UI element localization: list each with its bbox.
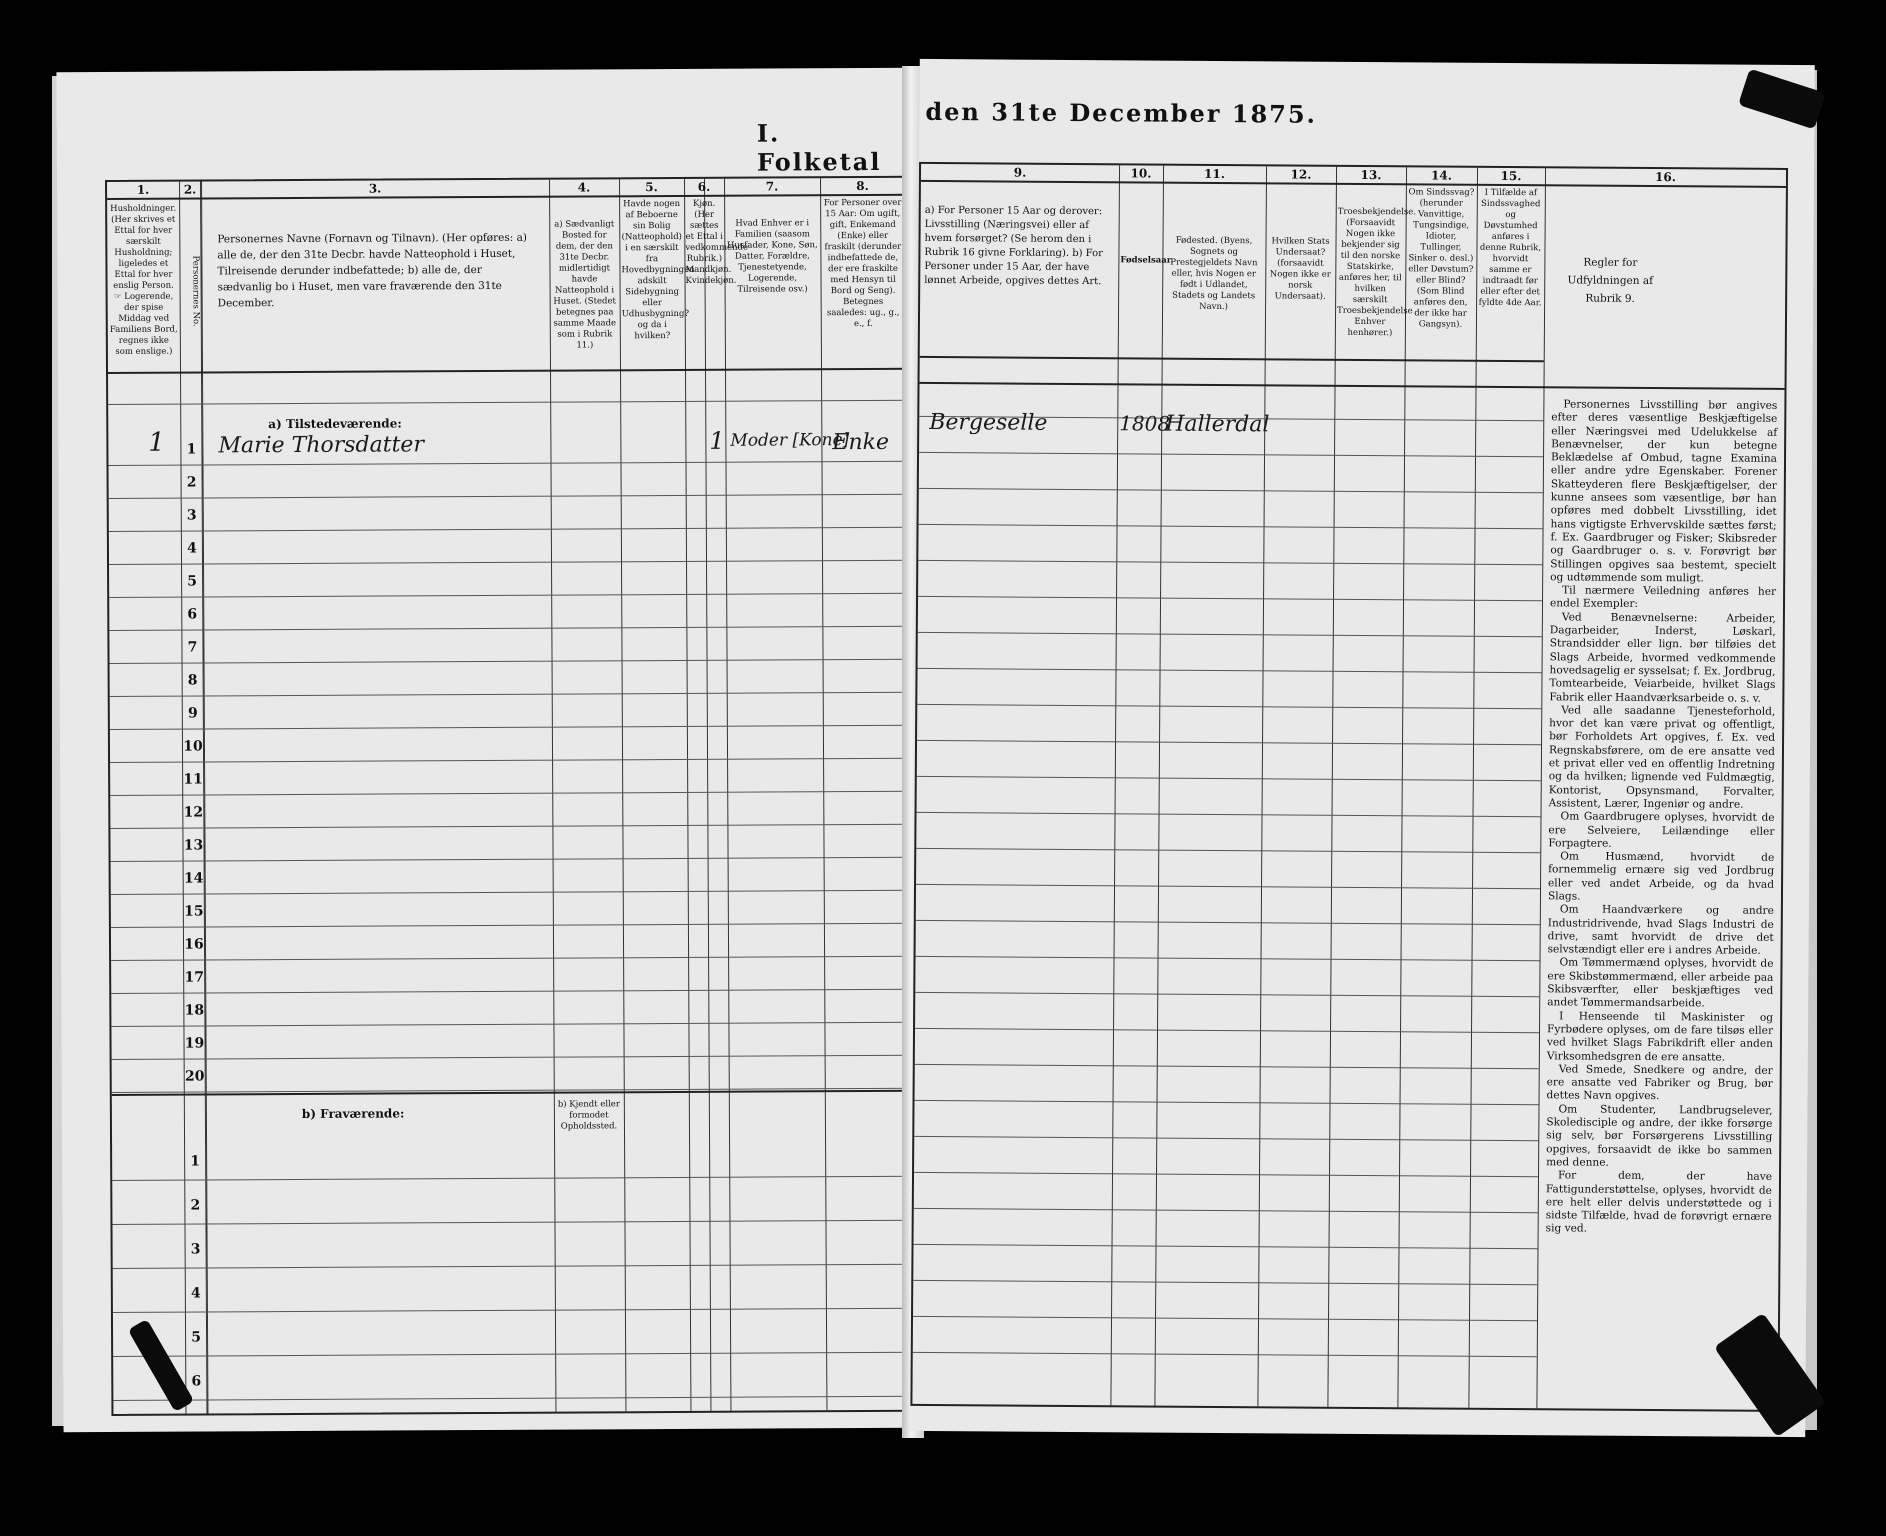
entry-household: 1 [148,427,166,458]
col-number-5: 5. [645,180,658,195]
col-number-9: 9. [1013,165,1027,180]
row-number: 15 [184,903,204,920]
row-line [917,740,1541,745]
right-title: den 31te December 1875. [925,96,1318,129]
right-page [910,59,1815,1437]
col-header-rules: Regler for Udfyldningen af Rubrik 9. [1567,256,1654,305]
rules-paragraph: I Henseende til Maskinister og Fyrbødere oplyses, om de fare tilsøs eller ved hvilket Slags Fabrikdrift eller anden Virksomhedsgren de ere ansatte. [1546,1010,1774,1064]
row-line [914,1136,1538,1141]
row-line [111,989,909,994]
row-line [913,1316,1537,1321]
entry-birth-year: 1808 [1119,411,1171,436]
row-line [918,596,1542,601]
row-line [113,1396,911,1401]
col-header-names: Personernes Navne (Fornavn og Tilnavn). (Her opføres: a) alle de, der den 31te Decbr. havde Natteophold i Huset, Tilreisende derunder indbefattede; b) alle de, der sædvanlig bo i Huset, men vare fraværende den 31te December. [217,231,528,310]
row-line [918,668,1542,673]
section-present-label: a) Tilstedeværende: [268,416,402,432]
row-number: 3 [186,507,197,524]
col-number-16: 16. [1654,170,1676,185]
col-number-3: 3. [368,181,382,196]
row-line [916,920,1540,925]
col-number-8: 8. [856,178,869,194]
rules-paragraph: Om Husmænd, hvorvidt de fornemmelig ernære sig ved Jordbrug eller ved andet Arbeide, og da hvad Slags. [1547,850,1775,903]
row-number: 1 [186,441,197,458]
absent-residence-label: b) Kjendt eller formodet Opholdssted. [557,1099,620,1132]
col-number-10: 10. [1130,166,1152,181]
row-number: 19 [184,1035,205,1052]
rules-text [1544,398,1777,1400]
header-line [920,382,1785,390]
row-line [109,560,907,565]
rules-paragraph: Om Studenter, Landbrugselever, Skoledisciple og andre, der ikke forsørge sig selv, bør Forsørgerens Livsstilling opgives, forsaavidt de ikke bo sammen med denne. [1546,1103,1773,1169]
row-line [110,692,908,697]
row-line [916,956,1540,961]
col-header-residence: a) Sædvanligt Bosted for dem, der den 31te Decbr. midlertidigt havde Natteophold i Huset. (Stedet betegnes paa samme Maade som i Rubrik 11.) [553,219,617,351]
row-line [914,1172,1538,1177]
row-number: 4 [187,540,197,557]
row-number: 10 [183,738,203,755]
entry-marital: Enke [832,429,890,456]
col-header-birthplace: Fødested. (Byens, Sognets og Prestegjeldets Navn eller, hvis Nogen er født i Udlandet, Stadets og Landets Navn.) [1170,235,1258,313]
census-table-right [910,162,1788,1412]
row-line [112,1055,910,1060]
row-line [113,1264,911,1269]
col-header-occupation: a) For Personer 15 Aar og derover: Livsstilling (Næringsvei) eller af hvem forsørget? (Se herom den i Rubrik 16 givne Forklaring). b) For Personer under 15 Aar, der have lønnet Arbeide, opgives dettes Art. [924,204,1103,288]
row-line [913,1352,1537,1357]
col-header-birthyear: Fødselsaar. [1120,255,1174,266]
row-line [913,1280,1537,1285]
row-number: 2 [190,1197,201,1214]
row-number: 6 [187,606,198,623]
row-line [112,1220,910,1225]
section-absent-label: b) Fraværende: [301,1106,405,1121]
row-line [918,632,1542,637]
row-line [111,923,909,928]
row-number: 3 [190,1241,201,1258]
row-number: 5 [187,573,198,590]
row-line [915,1064,1539,1069]
row-number: 18 [184,1002,205,1019]
entry-female: 1 [709,426,725,455]
row-number: 9 [187,705,198,722]
row-number: 12 [183,804,204,821]
col-header-sex: Kjøn. (Her sættes et Ettal i vedkommende Rubrik.) Mandkjøn. Kvindekjøn. [685,198,749,286]
row-line [915,992,1539,997]
entry-family-role: Moder [Kone] [730,430,850,451]
col-header-family: Hvad Enhver er i Familien (saasom Husfader, Kone, Søn, Datter, Forældre, Tjenestetyende, Logerende, Tilreisende osv.) [726,218,818,295]
col-number-6: 6. [697,179,711,194]
row-number: 8 [187,672,198,689]
row-line [110,659,908,664]
row-line [113,1352,911,1357]
rules-paragraph: Personernes Livsstilling bør angives efter deres væsentlige Beskjæftigelse eller Næringsvei med Udelukkelse af Benævnelser, der kun betegne Beklædelse af Ombud, tagne Examina eller andre ydre Egenskaber. Forener Skatteyderen flere Beskjæftigelser, der kunne ansees som væsentlige, bør han opføres med dobbelt Livsstilling, idet hans vigtigste Erhvervskilde sættes først; f. Ex. Gaardbruger og Fisker; Skibsreder og Gaardbruger o. s. v. Forøvrigt bør Stillingen opgives saa bestemt, specielt og udtømmende som muligt. [1550,398,1778,585]
col-header-disability: Om Sindssvag? (herunder Vanvittige, Tungsindige, Idioter, Tullinger, Sinker o. desl.) eller Døvstum? eller Blind? (Som Blind anføres den, der ikke har Gangsyn). [1408,187,1475,330]
row-line [919,524,1543,529]
census-table-left [105,176,913,1416]
row-line [111,956,909,961]
entry-name: Marie Thorsdatter [218,432,424,459]
col-number-7: 7. [765,179,779,194]
left-page [56,68,913,1432]
row-number: 13 [183,837,204,854]
row-number: 14 [183,870,204,887]
row-line [111,1022,909,1027]
row-line [110,758,908,763]
col-header-citizenship: Hvilken Stats Undersaat? (forsaavidt Nogen ikke er norsk Undersaat). [1269,236,1331,302]
row-number: 4 [190,1285,201,1302]
col-divider [1257,166,1267,1406]
row-number: 7 [187,639,198,656]
rules-paragraph: Om Tømmermænd oplyses, hvorvidt de ere Skibstømmermænd, eller arbeide paa Skibsværfter, eller beskjæftiges ved andet Tømmermandsarbeide. [1547,956,1774,1010]
rules-paragraph: Ved alle saadanne Tjenesteforhold, hvor det kan være privat og offentligt, bør Forholdets Art opgives, f. Ex. ved Regnskabsførere, om de ere ansatte ved et privat eller ved en offentlig Indretning og da hvilken; lignende ved Fuldmægtig, Kontorist, Opsynsmand, Forvalter, Assistent, Lærer, Ingeniør og andre. [1548,704,1776,811]
row-line [915,1028,1539,1033]
row-line [111,890,909,895]
col-divider [1110,165,1120,1405]
row-line [917,812,1541,817]
row-line [109,494,907,499]
row-number: 11 [183,771,203,788]
col-header-religion: Troesbekjendelse. (Forsaavidt Nogen ikke bekjender sig til den norske Statskirke, anføres her, til hvilken særskilt Troesbekjendelse Enhver henhører.) [1337,206,1417,339]
rules-paragraph: Ved Benævnelserne: Arbeider, Dagarbeider, Inderst, Løskarl, Strandsidder eller lign. bør tilføies det Slags Arbeide, hvormed vedkommende hovedsagelig er sysselsat; f. Ex. Jordbrug, Tomtearbeide, Veiarbeide, hvilket Slags Fabrik eller Haandværksarbeide o. s. v. [1549,611,1776,705]
row-number: 2 [186,474,197,491]
entry-birthplace: Hallerdal [1165,411,1270,438]
col-number-15: 15. [1500,168,1522,184]
col-header-onset: I Tilfælde af Sindssvaghed og Døvstumhed anføres i denne Rubrik, hvorvidt samme er indtraadt før eller efter det fyldte 4de Aar. [1478,187,1542,309]
row-line [110,791,908,796]
row-line [915,1100,1539,1105]
rules-paragraph: Om Gaardbrugere oplyses, hvorvidt de ere Selveiere, Leilændinge eller Forpagtere. [1548,810,1775,850]
col-header-household: Husholdninger. (Her skrives et Ettal for hver særskilt Husholdning; ligeledes et Ettal for hver enslig Person. ☞ Logerende, der spise Middag ved Familiens Bord, regnes ikke som enslige.) [109,203,178,357]
row-line [109,593,907,598]
row-line [112,1176,910,1181]
col-number-14: 14. [1430,168,1452,183]
row-line [914,1208,1538,1213]
row-number: 17 [184,969,204,986]
row-line [916,848,1540,853]
row-line [916,884,1540,889]
row-line [110,725,908,730]
col-number-2: 2. [183,182,197,197]
col-divider [1397,167,1407,1407]
row-line [917,776,1541,781]
row-line [917,704,1541,709]
col-number-13: 13. [1360,167,1382,183]
row-number: 20 [184,1068,205,1085]
row-line [914,1244,1538,1249]
rules-paragraph: Til nærmere Veiledning anføres her endel Exempler: [1549,584,1777,611]
row-number: 1 [190,1153,201,1170]
row-line [109,461,907,466]
col-header-marital: For Personer over 15 Aar: Om ugift, gift, Enkemand (Enke) eller fraskilt (derunder indbefattede de, der ere fraskilte med Hensyn til Bord og Seng). Betegnes saaledes: ug., g., e., f. [823,197,902,330]
rules-paragraph: Ved Smede, Snedkere og andre, der ere ansatte ved Fabriker og Brug, bør dettes Navn opgives. [1546,1063,1773,1103]
row-line [919,488,1543,493]
col-divider [1327,167,1337,1407]
col-divider [179,182,186,1414]
row-number: 16 [184,936,204,953]
left-title: I. Folketal [756,118,882,177]
row-line [919,452,1543,457]
row-line [109,626,907,631]
row-number: 5 [191,1329,201,1346]
col-divider [1154,166,1164,1406]
row-line [113,1308,911,1313]
rules-paragraph: For dem, der have Fattigunderstøttelse, oplyses, hvorvidt de ere helt eller delvis understøttede og i sidste Tilfælde, hvad de forøvrigt ernære sig ved. [1545,1169,1773,1235]
row-line [111,857,909,862]
col-header-sidebuilding: Havde nogen af Beboerne sin Bolig (Natteophold) i en særskilt fra Hovedbygningen adskilt Sidebygning eller Udhusbygning? og da i hvilken? [621,198,695,342]
row-line [109,527,907,532]
entry-occupation: Bergeselle [929,409,1048,436]
row-line [918,560,1542,565]
col-header-person-no: Personernes No. [190,255,201,328]
col-number-4: 4. [577,180,591,195]
col-number-12: 12. [1290,167,1312,182]
rules-paragraph: Om Haandværkere og andre Industridrivende, hvad Slags Industri de drive, samt hvorvidt de drive det selvstændigt eller ere i andres Arbeide. [1547,903,1774,957]
row-line [110,824,908,829]
row-number: 6 [191,1373,202,1390]
header-line [108,400,906,405]
col-number-11: 11. [1204,166,1225,182]
col-number-1: 1. [136,182,150,197]
header-line [108,368,906,374]
